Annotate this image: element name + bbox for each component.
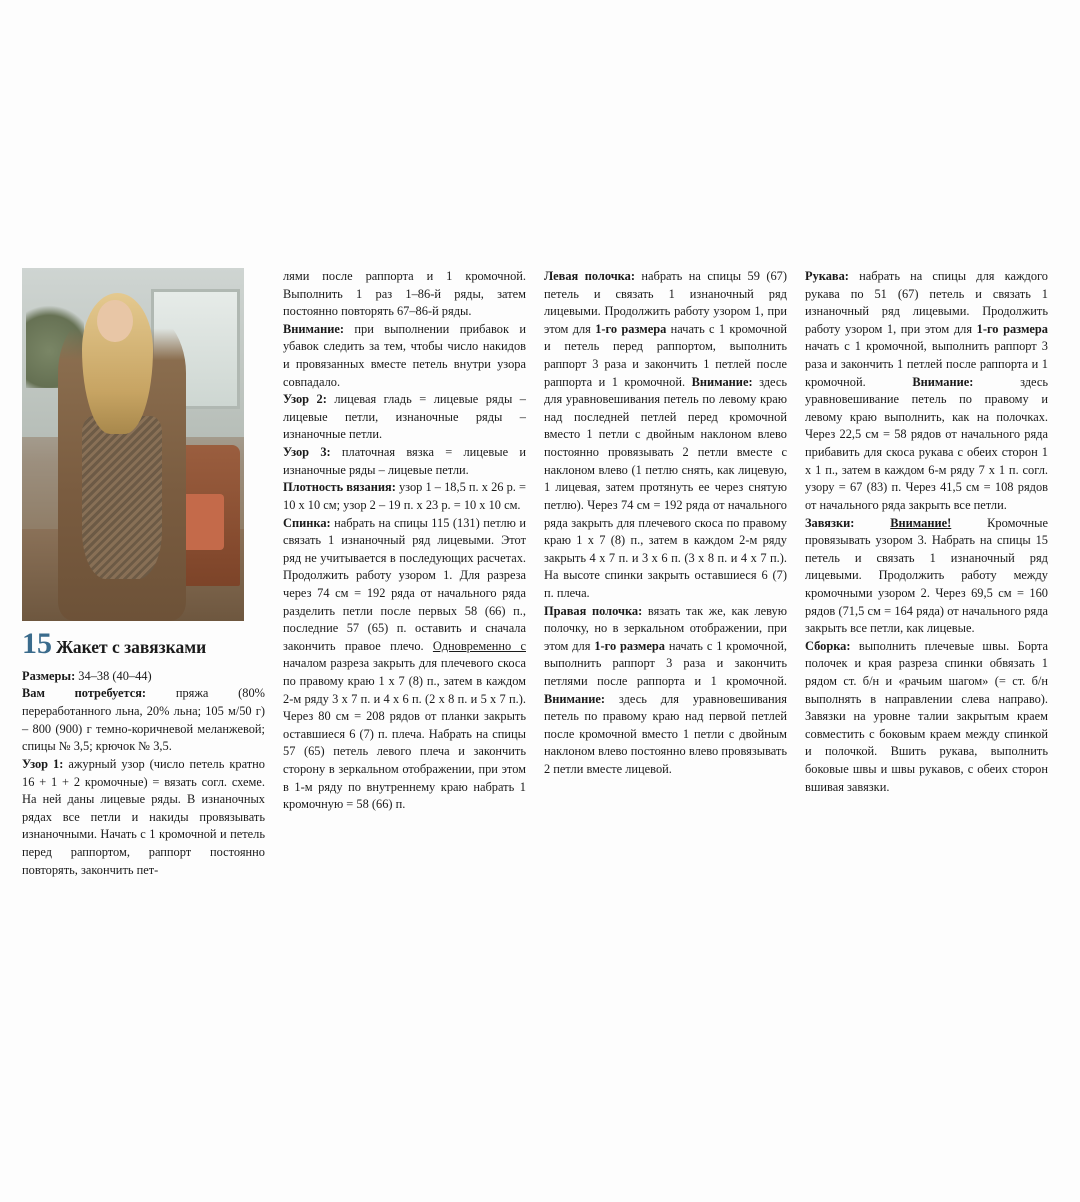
ties-label: Завязки:: [805, 515, 855, 530]
column-2: [283, 268, 526, 879]
photo-cushion: [180, 494, 224, 550]
ties-attention-underlined: Внимание!: [890, 515, 952, 530]
pattern3-value: платочная вязка = лицевые и изнаночные ряды – лицевые петли.: [283, 445, 526, 477]
right-front-value-part1: вязать так же, как левую полочку, но в зеркальном отображении, при этом для: [544, 603, 788, 653]
sleeves-paragraph: [805, 268, 1048, 515]
left-front-paragraph: [544, 268, 787, 603]
back-value-part1: набрать на спицы 115 (131) петлю и связать 1 изнаночный ряд лицевыми. Этот ряд не учитывается в последующих расчетах. Продолжить работу узором 1. Для разреза через 74 см = 192 ряда от начального ряда разделить петли после первых 58 (66) п., последние 57 (65) п. оставить и сначала закончить правое плечо.: [283, 515, 526, 653]
left-front-value-part1: набрать на спицы 59 (67) петель и связать 1 изнаночный ряд лицевыми. Продолжить работу узором 1, при этом для: [544, 269, 787, 336]
attention-value-3: здесь для уравновешивания петель по правому краю над первой петлей после кромочной вместо 1 петли с двойным наклоном влево постоянно влево провязывать 2 петли вместе лицевой.: [544, 691, 787, 777]
attention-label-4: Внимание:: [912, 374, 974, 389]
column-4: [805, 268, 1048, 879]
attention-label-3: Внимание:: [544, 691, 605, 706]
materials-paragraph: [22, 685, 265, 755]
back-underlined-text: Одновременно с: [432, 638, 526, 653]
right-front-paragraph: [544, 603, 787, 779]
assembly-label: Сборка:: [805, 638, 851, 653]
back-value-part2: началом разреза закрыть для плечевого скоса по правому краю 1 х 7 (8) п., затем в каждом 2-м ряду 3 х 7 п. и 4 х 6 п. (2 х 8 п. и 5 х 7 п.). Через 80 см = 208 рядов от планки закрыть оставшиеся 6 (7) п. плеча. Набрать на спицы 57 (65) петель левого плеча и закончить сторону в зеркальном отображении, при этом в 1-м ряду по внутреннему краю набрать 1 кромочную = 58 (66) п.: [283, 656, 526, 812]
attention-label-1: Внимание:: [283, 321, 344, 336]
attention-paragraph-1: [283, 321, 526, 391]
attention-value-1: при выполнении прибавок и убавок следить за тем, чтобы число накидов и провязанных вместе петель внутри узора совпадало.: [283, 321, 526, 389]
attention-label-2: Внимание:: [691, 374, 753, 389]
density-label: Плотность вязания:: [283, 480, 396, 495]
pattern1-continued: лями после раппорта и 1 кромочной. Выполнить 1 раз 1–86-й ряды, затем постоянно повторять 67–86-й ряды.: [283, 269, 526, 319]
left-front-label: Левая полочка:: [544, 269, 635, 283]
sleeves-value-part2: начать с 1 кромочной, выполнить раппорт 3 раза и закончить 1 петлей после раппорта и 1 кромочной.: [805, 339, 1048, 389]
ties-value: Кромочные провязывать узором 3. Набрать на спицы 15 петель и связать 1 изнаночный ряд лицевыми. Продолжить работу между кромочными узором 2. Через 69,5 см = 160 рядов (71,5 см = 164 ряда) от начального ряда закрыть все петли, как лицевые.: [805, 515, 1048, 636]
sleeves-value-part1: набрать на спицы для каждого рукава по 51 (67) петель и связать 1 изнаночный ряд лицевыми. Продолжить работу узором 1, при этом для: [805, 269, 1048, 336]
assembly-paragraph: [805, 638, 1048, 796]
pattern2-paragraph: [283, 391, 526, 444]
pattern2-label: Узор 2:: [283, 392, 327, 407]
attention-value-4: здесь уравновешивание петель по правому и левому краю выполнить, как на полочках. Через 22,5 см = 58 рядов от начального ряда прибавить для скоса рукава с обеих сторон 1 х 1 п., затем в каждом 6-м ряду 7 х 1 п. согл. узору = 67 (83) п. Через 41,5 см = 108 рядов от начального ряда закрыть все петли.: [805, 374, 1048, 512]
pattern1-label: Узор 1:: [22, 756, 64, 771]
pattern3-paragraph: [283, 444, 526, 479]
materials-label: Вам потребуется:: [22, 686, 147, 701]
sizes-value: 34–38 (40–44): [75, 668, 152, 683]
article-columns: [22, 268, 1062, 879]
materials-value: пряжа (80% переработанного льна, 20% льна; 105 м/50 г) – 800 (900) г темно-коричневой меланжевой; спицы № 3,5; крючок № 3,5.: [22, 686, 265, 754]
back-paragraph: [283, 515, 526, 814]
article-heading: [22, 629, 265, 660]
left-front-size-bold: 1-го размера: [595, 321, 667, 336]
back-label: Спинка:: [283, 515, 331, 530]
column-1: [22, 268, 265, 879]
left-front-value-part2: начать с 1 кромочной и петель перед раппортом, выполнить раппорт 3 раза и закончить 1 петлей после раппорта и 1 кромочной.: [544, 321, 787, 389]
pattern2-value: лицевая гладь = лицевые ряды – лицевые петли, изнаночные ряды – изнаночные петли.: [283, 392, 526, 442]
density-value: узор 1 – 18,5 п. х 26 р. = 10 х 10 см; узор 2 – 19 п. х 23 р. = 10 х 10 см.: [283, 480, 526, 512]
sleeves-label: Рукава:: [805, 269, 849, 283]
page-title: Жакет с завязками: [56, 637, 207, 657]
right-front-value-part2: начать с 1 кромочной, выполнить раппорт 3 раза и закончить петлями после раппорта и 1 кромочной.: [544, 638, 787, 689]
density-paragraph: [283, 479, 526, 514]
article-number: 15: [22, 627, 52, 660]
sleeves-size-bold: 1-го размера: [976, 321, 1048, 336]
assembly-value: выполнить плечевые швы. Борта полочек и края разреза спинки обвязать 1 рядом ст. б/н и «рачьим шагом» (= ст. б/н выполнять в направлении слева направо). Завязки на уровне талии закрытым краем совместить с боковым краем между спинкой и полочкой. Вшить рукава, выполнить боковые швы и швы рукавов, с обеих сторон вшивая завязки.: [805, 638, 1048, 794]
sizes-label: Размеры:: [22, 668, 76, 683]
column-3: [544, 268, 787, 879]
pattern1-value: ажурный узор (число петель кратно 16 + 1 + 2 кромочные) = вязать согл. схеме. На ней даны лицевые ряды. В изнаночных рядах все петли и накиды провязывать изнаночными. Начать с 1 кромочной и петель перед раппортом, раппорт постоянно повторять, закончить пет-: [22, 756, 265, 877]
sizes-paragraph: [22, 668, 265, 686]
photo-face: [97, 300, 133, 342]
pattern1-paragraph: [22, 756, 265, 879]
garment-photo: [22, 268, 244, 621]
right-front-size-bold: 1-го размера: [594, 638, 665, 653]
pattern3-label: Узор 3:: [283, 445, 331, 460]
ties-paragraph: [805, 515, 1048, 638]
photo-dress: [82, 416, 162, 578]
right-front-label: Правая полочка:: [544, 603, 643, 618]
attention-value-2: здесь для уравновешивания петель по левому краю над последней петлей перед кромочной вместо 1 петли с двойным наклоном влево постоянно провязывать 2 петли вместе с наклоном влево (1 петлю снять, как лицевую, 1 лицевая, затем протянуть ее через снятую петлю). Через 74 см = 192 ряда от начального ряда закрыть для плечевого скоса по правому краю 1 х 7 (8) п., затем в каждом 2-м ряду закрыть 4 х 7 п. и 3 х 6 п. (3 х 8 п. и 4 х 7 п.). На высоте спинки закрыть оставшиеся 6 (7) п. плеча.: [544, 374, 788, 600]
